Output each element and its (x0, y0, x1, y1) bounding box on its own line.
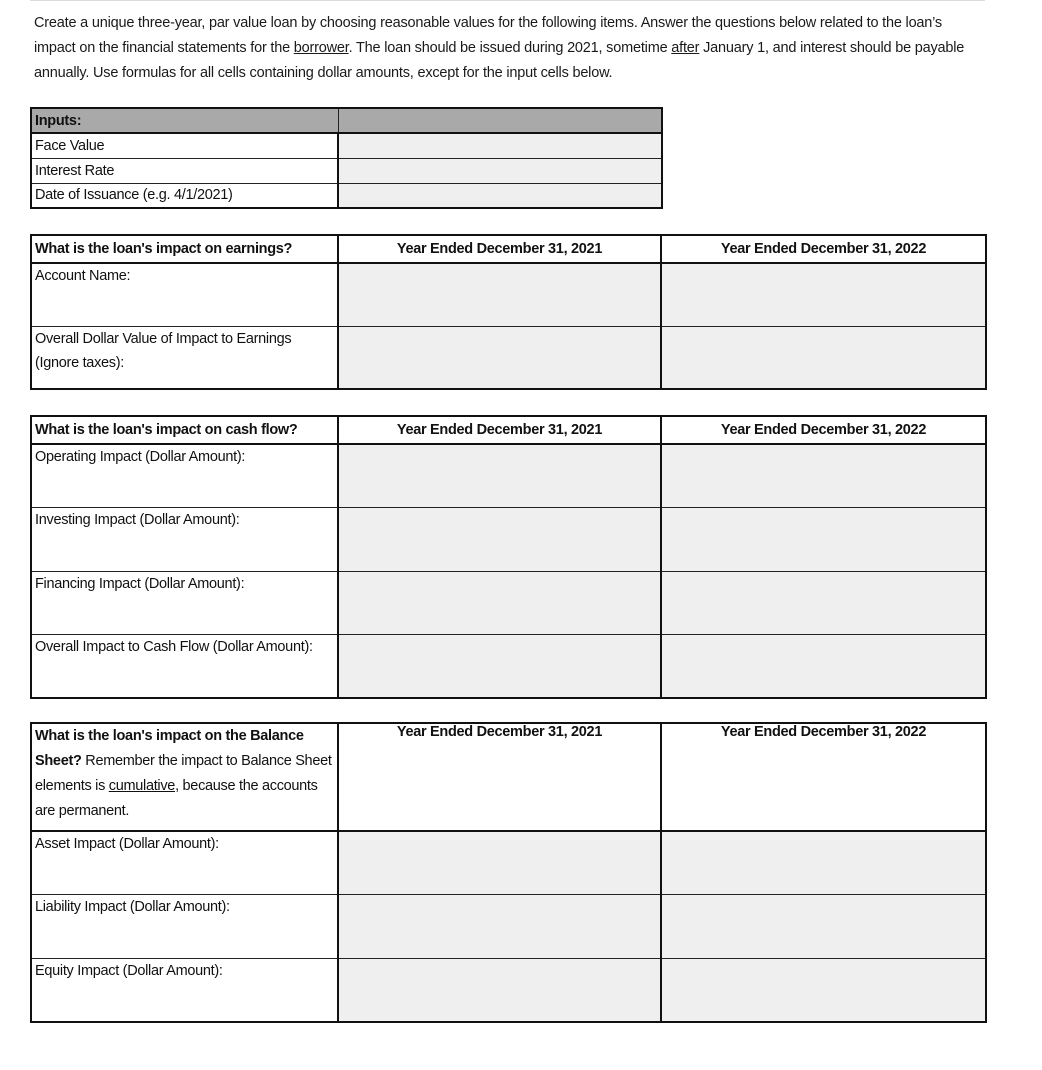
earnings-overall-2022-cell[interactable] (661, 326, 986, 389)
liability-impact-label: Liability Impact (Dollar Amount): (31, 895, 338, 959)
interest-rate-label: Interest Rate (31, 158, 338, 183)
balance-question (31, 723, 338, 831)
cashflow-question: What is the loan's impact on cash flow? (31, 416, 338, 444)
cashflow-table (30, 415, 987, 699)
input-row-interest-rate (31, 158, 662, 183)
asset-2022-cell[interactable] (661, 831, 986, 895)
cashflow-row-operating (31, 444, 986, 508)
input-row-issuance-date (31, 183, 662, 208)
financing-impact-label: Financing Impact (Dollar Amount): (31, 571, 338, 635)
financing-2022-cell[interactable] (661, 571, 986, 635)
overall-cashflow-2022-cell[interactable] (661, 635, 986, 699)
instructions-text-2: . The loan should be issued during 2021, sometime (348, 40, 672, 56)
balance-header-row (31, 723, 986, 831)
cashflow-row-overall (31, 635, 986, 699)
asset-2021-cell[interactable] (338, 831, 661, 895)
earnings-question: What is the loan's impact on earnings? (31, 235, 338, 263)
face-value-label: Face Value (31, 133, 338, 158)
cashflow-col-2022: Year Ended December 31, 2022 (661, 416, 986, 444)
inputs-header: Inputs: (31, 108, 338, 133)
operating-2021-cell[interactable] (338, 444, 661, 508)
balance-question-text-2: because the accounts are permanent. (35, 778, 318, 819)
input-row-face-value (31, 133, 662, 158)
operating-2022-cell[interactable] (661, 444, 986, 508)
after-emphasis: after (671, 40, 700, 56)
cashflow-header-row (31, 416, 986, 444)
interest-rate-input[interactable] (338, 158, 662, 183)
balance-col-2021: Year Ended December 31, 2021 (338, 723, 661, 831)
instructions-paragraph (34, 11, 979, 86)
earnings-col-2021: Year Ended December 31, 2021 (338, 235, 661, 263)
balance-row-asset (31, 831, 986, 895)
cumulative-emphasis: cumulative, (108, 778, 179, 794)
instructions-text-3: January 1, and interest should be payable annually. Use formulas for all cells containing dollar amounts, except for the input cells below. (34, 40, 965, 81)
inputs-header-row (31, 108, 662, 133)
earnings-row-account-name (31, 263, 986, 326)
investing-2022-cell[interactable] (661, 508, 986, 572)
balance-question-bold: What is the loan's impact on the Balance Sheet? (35, 728, 304, 769)
cashflow-row-investing (31, 508, 986, 572)
balance-question-text-1: Remember the impact to Balance Sheet elements is (35, 753, 332, 794)
cashflow-col-2021: Year Ended December 31, 2021 (338, 416, 661, 444)
equity-2022-cell[interactable] (661, 958, 986, 1022)
face-value-input[interactable] (338, 133, 662, 158)
investing-2021-cell[interactable] (338, 508, 661, 572)
liability-2021-cell[interactable] (338, 895, 661, 959)
balance-row-equity (31, 958, 986, 1022)
equity-2021-cell[interactable] (338, 958, 661, 1022)
balance-col-2022: Year Ended December 31, 2022 (661, 723, 986, 831)
instructions-text-1: Create a unique three-year, par value loan by choosing reasonable values for the following items. Answer the questions below related to the loan’s impact on the financial statements for the (34, 15, 942, 56)
overall-cashflow-2021-cell[interactable] (338, 635, 661, 699)
inputs-table (30, 107, 663, 209)
account-name-label: Account Name: (31, 263, 338, 326)
equity-impact-label: Equity Impact (Dollar Amount): (31, 958, 338, 1022)
balance-row-liability (31, 895, 986, 959)
balance-table (30, 722, 987, 1023)
cashflow-row-financing (31, 571, 986, 635)
earnings-overall-2021-cell[interactable] (338, 326, 661, 389)
issuance-date-input[interactable] (338, 183, 662, 208)
account-name-2021-cell[interactable] (338, 263, 661, 326)
earnings-overall-label: Overall Dollar Value of Impact to Earnings (Ignore taxes): (31, 326, 338, 389)
earnings-row-overall-impact (31, 326, 986, 389)
earnings-header-row (31, 235, 986, 263)
overall-cashflow-label: Overall Impact to Cash Flow (Dollar Amount): (31, 635, 338, 699)
earnings-table (30, 234, 987, 390)
issuance-date-label: Date of Issuance (e.g. 4/1/2021) (31, 183, 338, 208)
inputs-header-blank (338, 108, 662, 133)
liability-2022-cell[interactable] (661, 895, 986, 959)
asset-impact-label: Asset Impact (Dollar Amount): (31, 831, 338, 895)
earnings-col-2022: Year Ended December 31, 2022 (661, 235, 986, 263)
operating-impact-label: Operating Impact (Dollar Amount): (31, 444, 338, 508)
investing-impact-label: Investing Impact (Dollar Amount): (31, 508, 338, 572)
borrower-emphasis: borrower (293, 40, 349, 56)
account-name-2022-cell[interactable] (661, 263, 986, 326)
financing-2021-cell[interactable] (338, 571, 661, 635)
top-divider (30, 0, 985, 1)
